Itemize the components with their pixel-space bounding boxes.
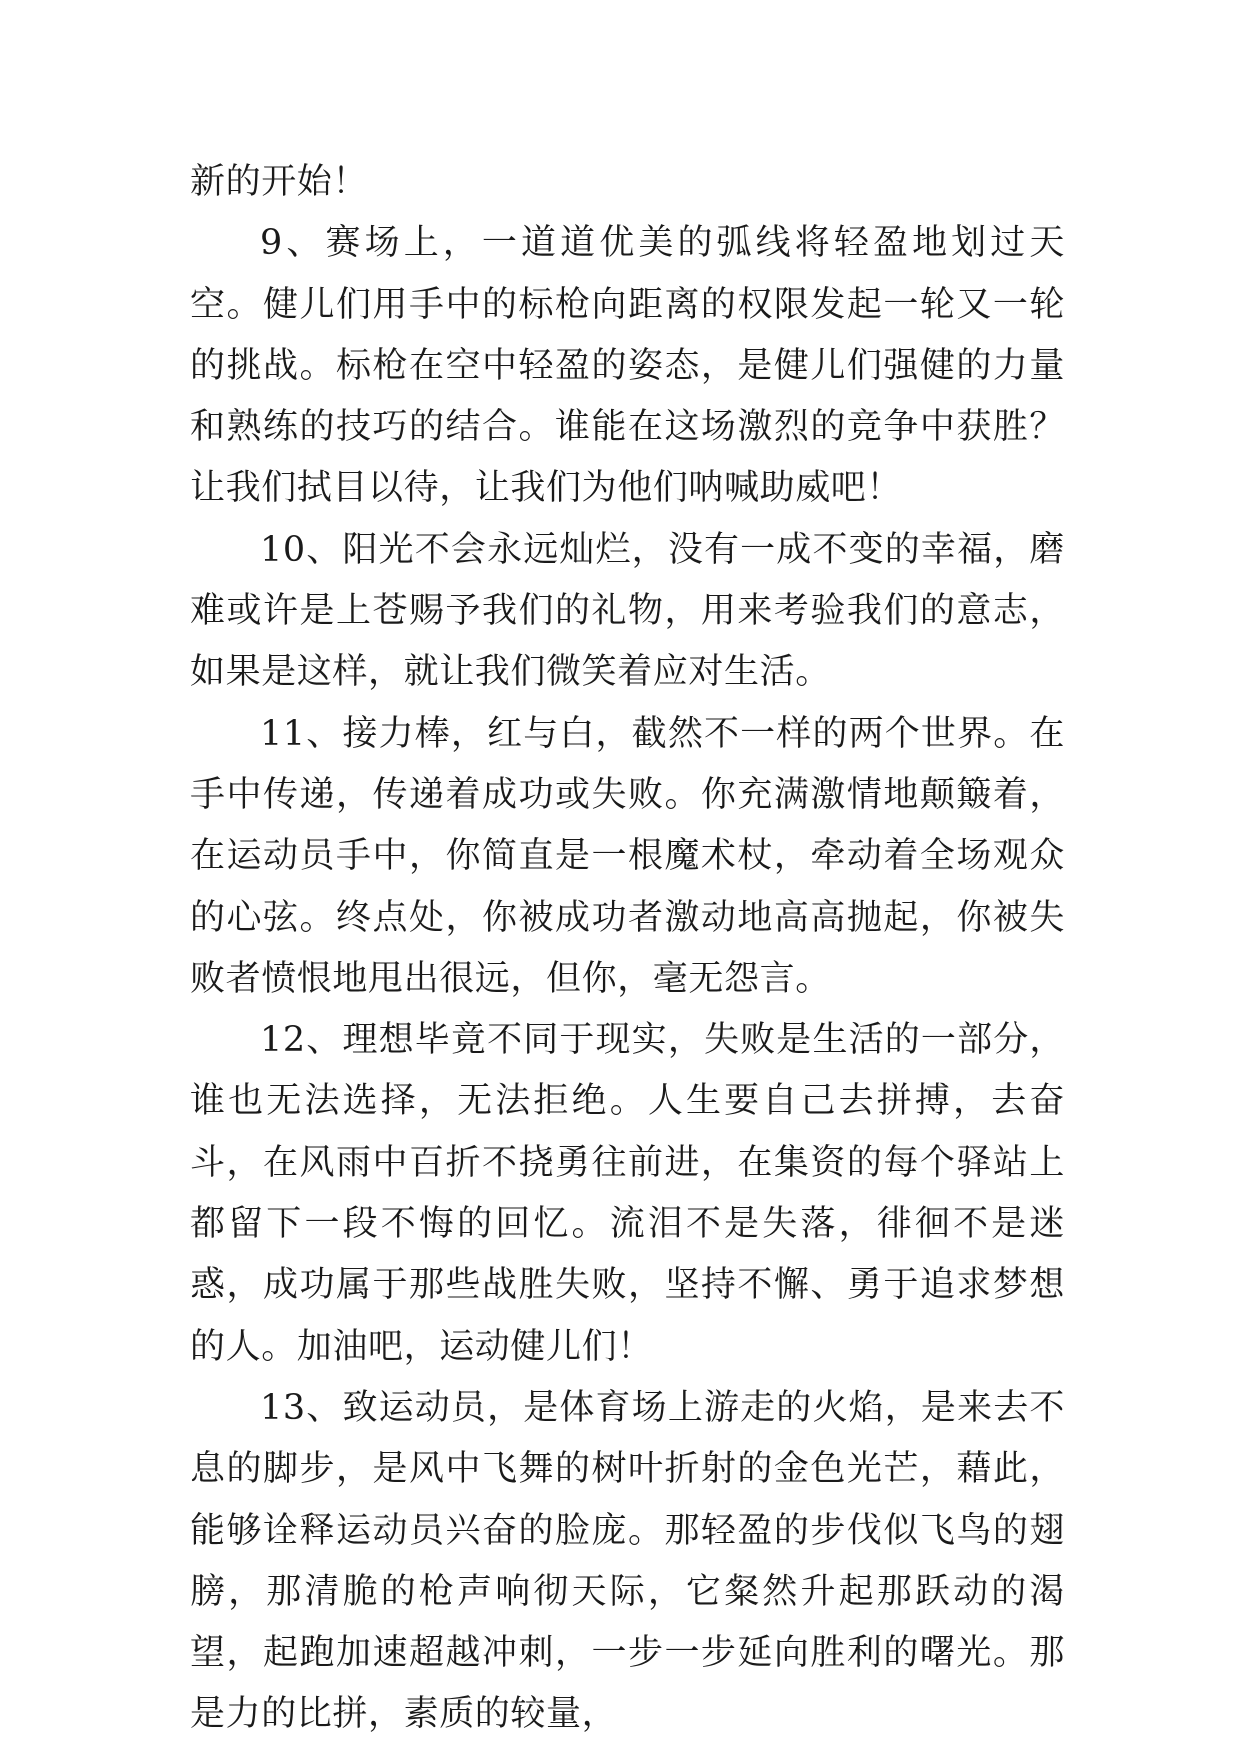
body-text: [190, 152, 1065, 1746]
paragraph-9: 9、赛场上，一道道优美的弧线将轻盈地划过天空。健儿们用手中的标枪向距离的权限发起一轮又一轮的挑战。标枪在空中轻盈的姿态，是健儿们强健的力量和熟练的技巧的结合。谁能在这场激烈的竞争中获胜？让我们拭目以待，让我们为他们呐喊助威吧！: [190, 223, 1065, 509]
paragraph-10: 10、阳光不会永远灿烂，没有一成不变的幸福，磨难或许是上苍赐予我们的礼物，用来考验我们的意志，如果是这样，就让我们微笑着应对生活。: [190, 529, 1065, 693]
paragraph-continuation: 新的开始！: [190, 162, 369, 202]
paragraph-13: 13、致运动员，是体育场上游走的火焰，是来去不息的脚步，是风中飞舞的树叶折射的金色光芒，藉此，能够诠释运动员兴奋的脸庞。那轻盈的步伐似飞鸟的翅膀，那清脆的枪声响彻天际，它粲然升起那跃动的渴望，起跑加速超越冲刺，一步一步延向胜利的曙光。那是力的比拼，素质的较量，: [190, 1387, 1065, 1735]
paragraph-11: 11、接力棒，红与白，截然不一样的两个世界。在手中传递，传递着成功或失败。你充满激情地颠簸着，在运动员手中，你简直是一根魔术杖，牵动着全场观众的心弦。终点处，你被成功者激动地高高抛起，你被失败者愤恨地甩出很远，但你，毫无怨言。: [190, 713, 1065, 999]
paragraph-12: 12、理想毕竟不同于现实，失败是生活的一部分，谁也无法选择，无法拒绝。人生要自己去拼搏，去奋斗，在风雨中百折不挠勇往前进，在集资的每个驿站上都留下一段不悔的回忆。流泪不是失落，徘徊不是迷惑，成功属于那些战胜失败，坚持不懈、勇于追求梦想的人。加油吧，运动健儿们！: [190, 1020, 1065, 1367]
